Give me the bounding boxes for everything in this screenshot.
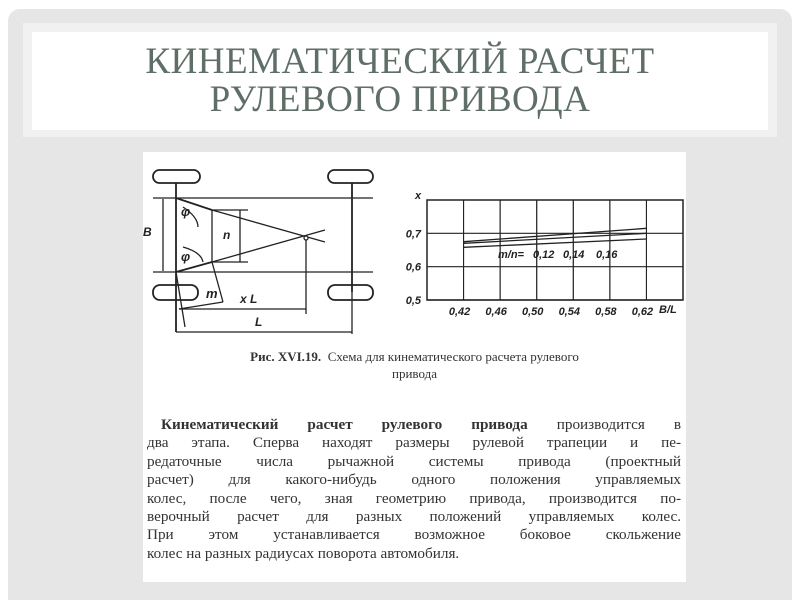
x-tick-label: 0,50 <box>522 306 544 318</box>
x-tick-label: 0,42 <box>448 306 471 318</box>
figure-caption <box>143 348 686 382</box>
title-line-1: КИНЕМАТИЧЕСКИЙ РАСЧЕТ <box>145 41 655 82</box>
caption-text-2: привода <box>392 366 437 381</box>
body-line: верочный расчет для разных положений управляемых колес. <box>147 507 681 525</box>
body-line: колес на разных радиусах поворота автомобиля. <box>147 544 460 562</box>
x-tick-label: 0,62 <box>631 306 654 318</box>
title-line-2: РУЛЕВОГО ПРИВОДА <box>209 79 591 120</box>
caption-number: Рис. XVI.19. <box>250 349 322 364</box>
slide-title <box>32 32 768 130</box>
series-label-1: 0,14 <box>563 249 585 261</box>
body-line: При этом устанавливается возможное боковое скольжение <box>147 526 681 544</box>
body-text <box>147 416 681 563</box>
y-tick-label: 0,5 <box>405 295 421 307</box>
body-line: два этапа. Сперва находят размеры рулевой трапеции и пе- <box>147 434 681 452</box>
body-bold-lead: Кинематический расчет рулевого привода <box>161 416 528 433</box>
x-axis-label: B/L <box>659 304 677 316</box>
body-line: расчет) для какого-нибудь одного положения управляемых <box>147 471 681 489</box>
series-label-2: 0,16 <box>596 249 618 261</box>
x-tick-label: 0,54 <box>558 306 580 318</box>
x-tick-label: 0,58 <box>595 306 617 318</box>
body-line-1-rest: производится в <box>527 416 682 433</box>
x-tick-label: 0,46 <box>485 306 507 318</box>
label-B: B <box>143 225 152 239</box>
label-xL: x L <box>240 292 258 306</box>
series-label-prefix: m/n= <box>498 249 524 261</box>
plot-frame <box>427 200 683 300</box>
label-phi-top: φ <box>181 204 191 219</box>
label-phi-bottom: φ <box>181 249 191 264</box>
body-line: редаточные числа рычажной системы привода (проектный <box>147 452 681 470</box>
body-line: колес, после чего, зная геометрию привода, производится по- <box>147 489 681 507</box>
label-m: m <box>206 286 218 301</box>
caption-text-1: Схема для кинематического расчета рулевого <box>327 349 579 364</box>
y-tick-label: 0,6 <box>405 261 421 274</box>
y-axis-label: x <box>415 190 422 202</box>
y-tick-label: 0,7 <box>405 228 421 241</box>
label-L: L <box>255 315 263 329</box>
scanned-page-image <box>143 152 686 582</box>
series-label-0: 0,12 <box>533 249 555 261</box>
label-n: n <box>223 228 231 242</box>
